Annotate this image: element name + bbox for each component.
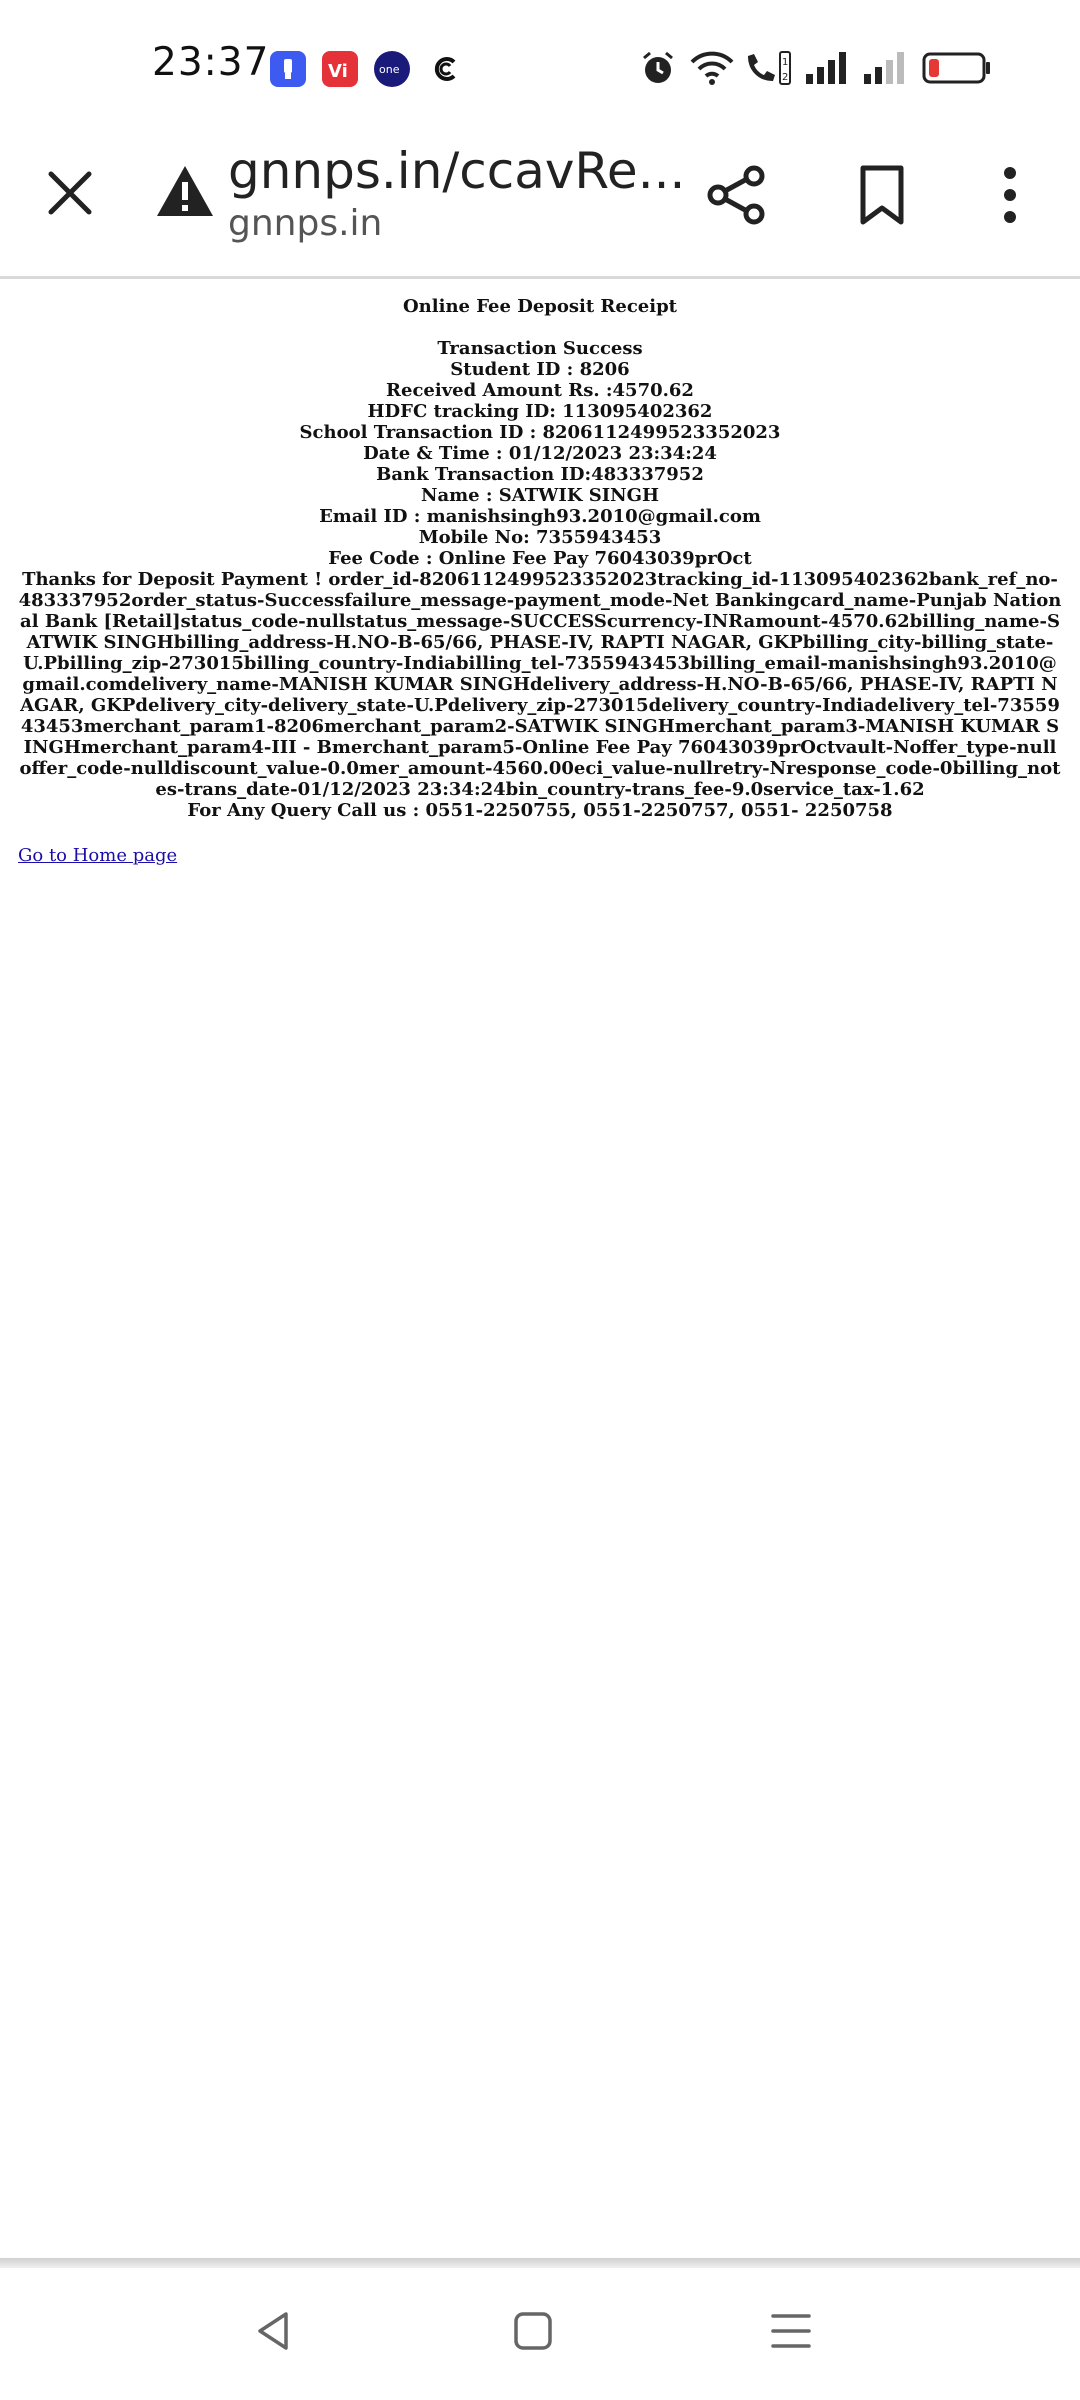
- home-icon[interactable]: [508, 2306, 558, 2356]
- wifi-calling-icon: [742, 48, 794, 88]
- status-bar: [0, 0, 1080, 130]
- c-app-icon: [428, 51, 464, 87]
- more-options-icon[interactable]: [996, 164, 1024, 226]
- close-tab-icon[interactable]: [45, 168, 95, 218]
- payment-details: Thanks for Deposit Payment ! order_id-8206112499523352023tracking_id-113095402362bank_ref_no-483337952order_status-Successfailure_message-payment_mode-Net Bankingcard_name-Punjab National Bank [Retail]status_code-nullstatus_message-SUCCESScurrency-INRamount-4570.62billing_name-SATWIK SINGHbilling_address-H.NO-B-65/66, PHASE-IV, RAPTI NAGAR, GKPbilling_city-billing_state-U.Pbilling_zip-273015billing_country-Indiabilling_tel-7355943453billing_email-manishsingh93.2010@gmail.comdelivery_name-MANISH KUMAR SINGHdelivery_address-H.NO-B-65/66, PHASE-IV, RAPTI NAGAR, GKPdelivery_city-delivery_state-U.Pdelivery_zip-273015delivery_country-Indiadelivery_tel-7355943453merchant_param1-8206merchant_param2-SATWIK SINGHmerchant_param3-MANISH KUMAR SINGHmerchant_param4-III - Bmerchant_param5-Online Fee Pay 76043039prOctvault-Noffer_type-nulloffer_code-nulldiscount_value-0.0mer_amount-4560.00eci_value-nullretry-Nresponse_code-0billing_notes-trans_date-01/12/2023 23:34:24bin_country-trans_fee-9.0service_tax-1.62: [18, 569, 1062, 800]
- clock-time: 23:37: [152, 40, 270, 85]
- receipt-line: Date & Time : 01/12/2023 23:34:24: [363, 443, 717, 464]
- svg-text:Vi: Vi: [328, 61, 348, 82]
- bookmark-icon[interactable]: [858, 164, 906, 226]
- receipt-content: [18, 296, 1062, 821]
- receipt-line: Email ID : manishsingh93.2010@gmail.com: [319, 506, 761, 527]
- not-secure-warning-icon[interactable]: [155, 163, 215, 219]
- query-contact-line: For Any Query Call us : 0551-2250755, 0551-2250757, 0551- 2250758: [187, 800, 893, 821]
- receipt-line: Received Amount Rs. :4570.62: [386, 380, 694, 401]
- one-app-icon: [374, 51, 410, 87]
- system-nav-bar: [0, 2268, 1080, 2400]
- browser-toolbar: [0, 130, 1080, 276]
- wifi-icon: [688, 48, 736, 88]
- transaction-status: Transaction Success: [437, 338, 643, 359]
- receipt-line: Name : SATWIK SINGH: [421, 485, 659, 506]
- receipt-line: HDFC tracking ID: 113095402362: [367, 401, 713, 422]
- recents-menu-icon[interactable]: [766, 2306, 816, 2356]
- nav-shadow: [0, 2258, 1080, 2268]
- receipt-title: Online Fee Deposit Receipt: [403, 296, 677, 317]
- signal-weak-icon: [862, 50, 908, 86]
- go-to-home-link[interactable]: Go to Home page: [18, 845, 178, 866]
- receipt-line: Bank Transaction ID:483337952: [376, 464, 704, 485]
- svg-text:2: 2: [782, 72, 789, 83]
- alarm-icon: [638, 48, 678, 88]
- battery-low-icon: [922, 52, 992, 84]
- flashlight-app-icon: [270, 51, 306, 87]
- receipt-line: Fee Code : Online Fee Pay 76043039prOct: [328, 548, 752, 569]
- receipt-line: School Transaction ID : 8206112499523352023: [299, 422, 781, 443]
- svg-text:1: 1: [782, 57, 789, 68]
- receipt-line: Mobile No: 7355943453: [418, 527, 662, 548]
- toolbar-divider: [0, 276, 1080, 279]
- url-title[interactable]: gnnps.in/ccavRe...: [228, 142, 686, 200]
- vi-app-icon: [322, 51, 358, 87]
- svg-text:one: one: [379, 63, 400, 76]
- signal-icon: [804, 50, 850, 86]
- receipt-line: Student ID : 8206: [450, 359, 630, 380]
- share-icon[interactable]: [706, 164, 768, 226]
- back-icon[interactable]: [250, 2306, 300, 2356]
- url-domain[interactable]: gnnps.in: [228, 203, 383, 244]
